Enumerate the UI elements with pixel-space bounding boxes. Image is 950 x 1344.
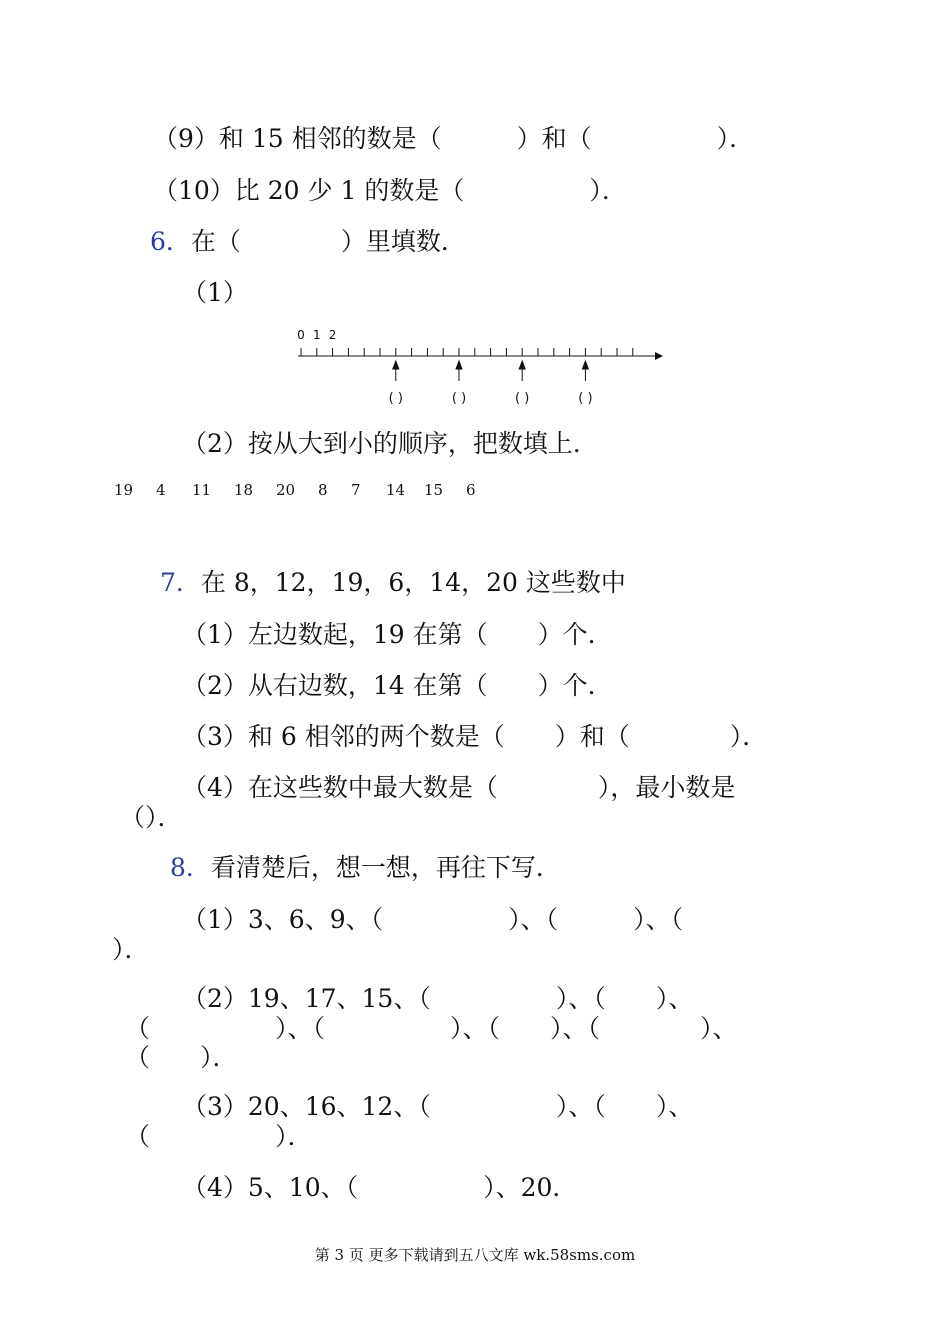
number-line-blank[interactable]: ( ) — [578, 391, 593, 406]
q7-sub4: （4）在这些数中最大数是（ ），最小数是 — [182, 773, 736, 802]
number-line-label: 2 — [328, 328, 337, 342]
q6-number: 6． — [150, 227, 191, 256]
q8-title: 看清楚后，想一想，再往下写． — [210, 853, 561, 882]
number-line-pointer-head — [582, 361, 588, 369]
q8-s3-line2: （ ）． — [125, 1122, 313, 1151]
q7-number: 7． — [160, 568, 201, 597]
q7-sub1: （1）左边数起，19 在第（ ）个． — [182, 620, 613, 649]
q5-item-10: （10）比 20 少 1 的数是（ ）． — [153, 176, 627, 205]
number-line-pointer-head — [393, 361, 399, 369]
q8-heading — [170, 853, 561, 883]
number-line-arrowhead — [655, 352, 663, 360]
q6-number-item: 4 — [156, 481, 166, 499]
q6-title: 在（ ）里填数． — [190, 227, 466, 256]
number-line-label: 1 — [312, 328, 321, 342]
q7-title: 在 8，12，19，6，14，20 这些数中 — [200, 568, 626, 597]
number-line-pointer-head — [456, 361, 462, 369]
q8-s3-line1: （3）20、16、12、（ ）、（ ）、 — [182, 1092, 694, 1121]
number-line — [295, 325, 665, 410]
q6-number-item: 6 — [466, 481, 476, 499]
q8-number: 8． — [170, 853, 211, 882]
q8-s2-line3: （ ）． — [125, 1043, 238, 1072]
q8-s1-line1: （1）3、6、9、（ ）、（ ）、（ — [182, 905, 684, 934]
number-line-blank[interactable]: ( ) — [388, 391, 403, 406]
number-line-pointer-head — [519, 361, 525, 369]
q7-sub2: （2）从右边数，14 在第（ ）个． — [182, 671, 613, 700]
q6-number-item: 19 — [114, 481, 134, 499]
q6-number-item: 20 — [276, 481, 296, 499]
number-line-blank[interactable]: ( ) — [515, 391, 530, 406]
q6-number-item: 18 — [234, 481, 254, 499]
q6-number-item: 11 — [192, 481, 212, 499]
q5-item-9: （9）和 15 相邻的数是（ ）和（ ）． — [153, 124, 755, 153]
q6-number-item: 8 — [318, 481, 328, 499]
q8-s2-line1: （2）19、17、15、（ ）、（ ）、 — [182, 984, 694, 1013]
q6-sub1: （1） — [182, 278, 248, 307]
number-line-blank[interactable]: ( ) — [451, 391, 467, 406]
q7-sub3: （3）和 6 相邻的两个数是（ ）和（ ）． — [182, 722, 768, 751]
q8-s2-line2: （ ）、（ ）、（ ）、（ ）、 — [125, 1014, 738, 1043]
q7-sub4-cont: （）． — [120, 803, 183, 832]
page-footer: 第 3 页 更多下载请到五八文库 wk.58sms.com — [314, 1246, 636, 1264]
number-line-label: 0 — [297, 328, 305, 342]
q6-number-item: 14 — [386, 481, 406, 499]
q8-s1-line2: ）． — [112, 935, 150, 964]
q6-sub2: （2）按从大到小的顺序，把数填上． — [182, 429, 598, 458]
q8-s4: （4）5、10、（ ）、20． — [182, 1173, 578, 1202]
q6-number-item: 7 — [351, 481, 361, 499]
q6-number-item: 15 — [424, 481, 444, 499]
q6-heading — [150, 227, 466, 257]
q7-heading — [160, 568, 626, 598]
